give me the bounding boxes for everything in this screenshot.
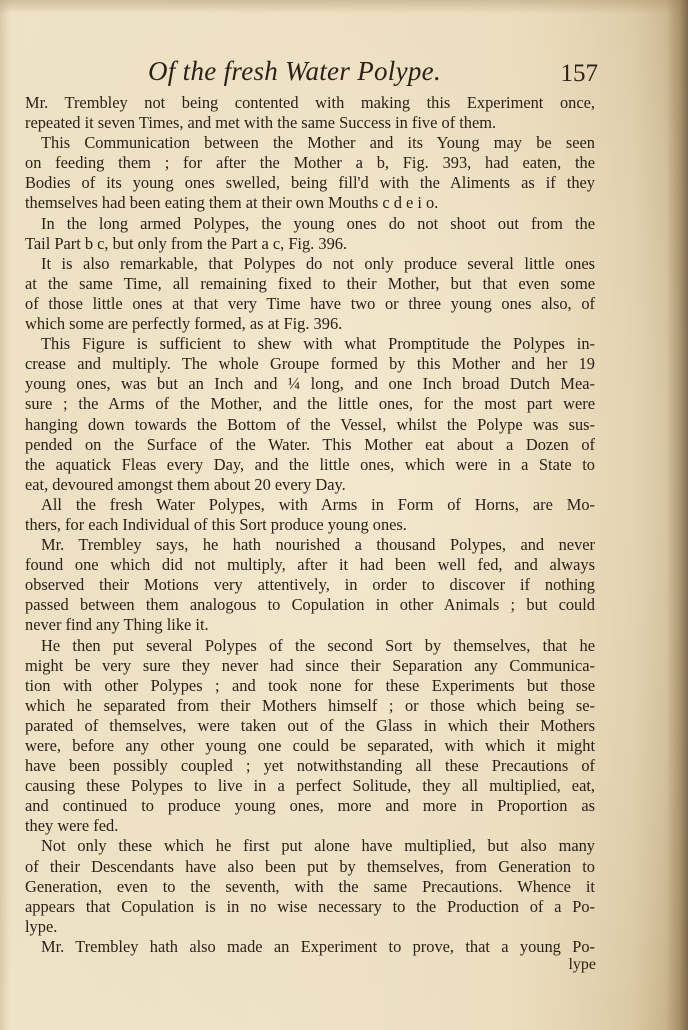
text-line: appears that Copulation is in no wise necessary to the Production of a Po- [25,896,595,916]
text-line: pended on the Surface of the Water. This Mother eat about a Dozen of [25,434,595,454]
text-line: which some are perfectly formed, as at Fig. 396. [25,314,343,334]
catchword: lype [568,956,596,973]
text-line: and continued to produce young ones, more and more in Proportion as [25,796,595,816]
text-line: at the same Time, all remaining fixed to their Mother, but that even some [25,273,595,293]
page-gutter-shadow [666,0,688,1030]
text-line: might be very sure they never had since their Separation any Communica- [25,655,595,675]
page-number: 157 [560,60,598,87]
page-shadow-left [0,0,10,1030]
text-line: which he separated from their Mothers himself ; or those which being se- [25,695,595,715]
text-line: tion with other Polypes ; and took none for these Experiments but those [25,675,595,695]
text-line: lype. [25,916,58,936]
text-line: Mr. Trembley not being contented with making this Experiment once, [25,93,595,112]
text-line: sure ; the Arms of the Mother, and the little ones, for the most part were [25,394,595,414]
text-line: they were fed. [25,816,119,836]
text-line: have been possibly coupled ; yet notwithstanding all these Precautions of [25,756,595,776]
text-line: It is also remarkable, that Polypes do not only produce several little ones [41,253,595,273]
text-line: crease and multiply. The whole Groupe formed by this Mother and her 19 [25,354,595,374]
text-line: In the long armed Polypes, the young ones do not shoot out from the [41,213,595,233]
text-line: young ones, was but an Inch and ¼ long, and one Inch broad Dutch Mea- [25,374,595,394]
text-line: parated of themselves, were taken out of the Glass in which their Mothers [25,715,595,735]
text-line: thers, for each Individual of this Sort produce young ones. [25,514,407,534]
text-line: Not only these which he first put alone have multiplied, but also many [41,836,595,856]
text-line: This Figure is sufficient to shew with what Promptitude the Polypes in- [41,334,595,354]
text-line: All the fresh Water Polypes, with Arms in Form of Horns, are Mo- [41,494,595,514]
text-line: Mr. Trembley hath also made an Experiment to prove, that a young Po- [41,936,595,956]
text-line: causing these Polypes to live in a perfect Solitude, they all multiplied, eat, [25,776,595,796]
page-shadow-top [0,0,688,14]
text-line: He then put several Polypes of the second Sort by themselves, that he [41,635,595,655]
text-line: passed between them analogous to Copulation in other Animals ; but could [25,595,595,615]
text-line: the aquatick Fleas every Day, and the little ones, which were in a State to [25,454,595,474]
text-line: found one which did not multiply, after it had been well fed, and always [25,555,595,575]
text-line: themselves had been eating them at their own Mouths c d e i o. [25,193,439,213]
text-line: were, before any other young one could be separated, with which it might [25,736,595,755]
text-line: of their Descendants have also been put by themselves, from Generation to [25,856,595,876]
text-line: of those little ones at that very Time have two or three young ones also, of [25,293,595,313]
text-line: Mr. Trembley says, he hath nourished a thousand Polypes, and never [41,535,595,555]
text-line: never find any Thing like it. [25,615,209,635]
body-text [25,93,595,957]
page-header [140,54,610,94]
text-line: on feeding them ; for after the Mother a b, Fig. 393, had eaten, the [25,153,595,173]
text-line: repeated it seven Times, and met with the same Success in five of them. [25,113,497,133]
text-line: hanging down towards the Bottom of the Vessel, whilst the Polype was sus- [25,414,595,434]
text-line: Tail Part b c, but only from the Part a c, Fig. 396. [25,233,348,253]
text-line: This Communication between the Mother and its Young may be seen [41,133,595,153]
text-line: observed their Motions very attentively, in order to discover if nothing [25,575,595,595]
text-line: Generation, even to the seventh, with the same Precautions. Whence it [25,876,595,896]
text-line: eat, devoured amongst them about 20 every Day. [25,474,346,494]
text-line: Bodies of its young ones swelled, being fill'd with the Aliments as if they [25,173,595,193]
running-title: Of the fresh Water Polype. [148,56,442,86]
